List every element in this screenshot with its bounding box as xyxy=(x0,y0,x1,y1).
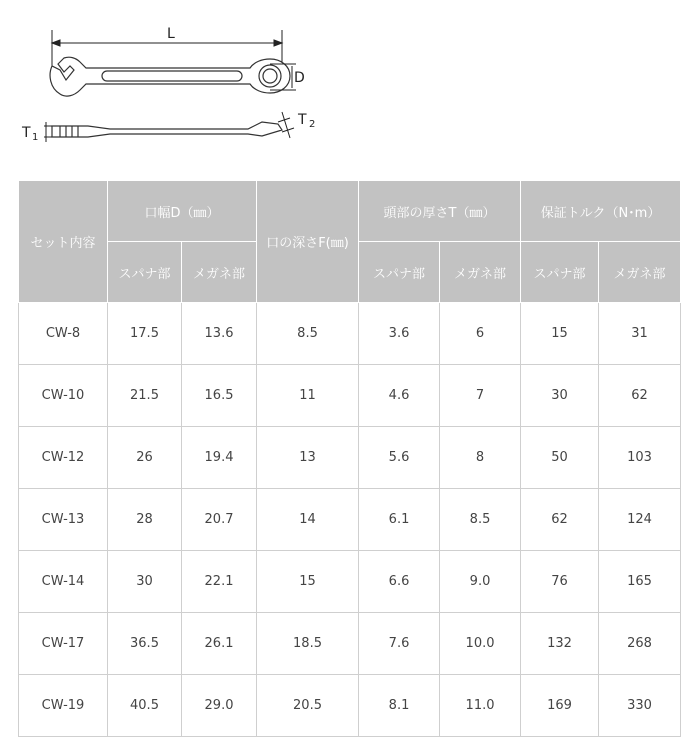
header-thickness-spanner: スパナ部 xyxy=(359,242,440,303)
wrench-dimension-diagram xyxy=(0,0,700,170)
table-cell: 36.5 xyxy=(108,613,182,675)
table-cell: 124 xyxy=(599,489,681,551)
table-cell: 31 xyxy=(599,303,681,365)
table-cell: 169 xyxy=(521,675,599,737)
table-cell: 7.6 xyxy=(359,613,440,675)
length-label: L xyxy=(167,26,175,42)
table-cell: 20.5 xyxy=(257,675,359,737)
spec-table xyxy=(18,180,681,737)
table-cell: 13.6 xyxy=(182,303,257,365)
table-cell: 21.5 xyxy=(108,365,182,427)
table-cell: 165 xyxy=(599,551,681,613)
header-width-megane: メガネ部 xyxy=(182,242,257,303)
table-cell: 11.0 xyxy=(440,675,521,737)
header-row-1 xyxy=(19,181,681,242)
table-cell: 30 xyxy=(521,365,599,427)
table-cell: 6 xyxy=(440,303,521,365)
table-cell: 62 xyxy=(521,489,599,551)
header-torque-spanner: スパナ部 xyxy=(521,242,599,303)
table-cell: CW-19 xyxy=(19,675,108,737)
table-cell: 10.0 xyxy=(440,613,521,675)
table-cell: 11 xyxy=(257,365,359,427)
thickness-1-dimension xyxy=(44,122,52,142)
wrench-top-view xyxy=(50,57,290,96)
thickness-1-subscript: 1 xyxy=(32,132,39,143)
table-cell: 40.5 xyxy=(108,675,182,737)
thickness-2-dimension xyxy=(278,112,294,138)
table-cell: 8.1 xyxy=(359,675,440,737)
header-width-spanner: スパナ部 xyxy=(108,242,182,303)
table-cell: CW-10 xyxy=(19,365,108,427)
thickness-2-label: T xyxy=(298,112,307,128)
header-thickness-megane: メガネ部 xyxy=(440,242,521,303)
wrench-side-view xyxy=(52,122,282,137)
header-torque-megane: メガネ部 xyxy=(599,242,681,303)
table-cell: CW-8 xyxy=(19,303,108,365)
table-row xyxy=(19,303,681,365)
table-cell: 4.6 xyxy=(359,365,440,427)
table-cell: 132 xyxy=(521,613,599,675)
table-cell: 14 xyxy=(257,489,359,551)
header-head-thickness: 頭部の厚さT（㎜） xyxy=(359,181,521,242)
table-cell: 16.5 xyxy=(182,365,257,427)
table-cell: 26 xyxy=(108,427,182,489)
header-mouth-depth: 口の深さF(㎜) xyxy=(257,181,359,303)
table-row xyxy=(19,613,681,675)
thickness-2-subscript: 2 xyxy=(309,119,316,130)
table-row xyxy=(19,365,681,427)
table-cell: 6.6 xyxy=(359,551,440,613)
table-cell: 8.5 xyxy=(440,489,521,551)
table-cell: 7 xyxy=(440,365,521,427)
table-cell: 103 xyxy=(599,427,681,489)
table-cell: 3.6 xyxy=(359,303,440,365)
table-cell: CW-17 xyxy=(19,613,108,675)
table-cell: 17.5 xyxy=(108,303,182,365)
table-cell: 50 xyxy=(521,427,599,489)
table-cell: 268 xyxy=(599,613,681,675)
table-row xyxy=(19,675,681,737)
table-cell: 22.1 xyxy=(182,551,257,613)
table-cell: 9.0 xyxy=(440,551,521,613)
table-cell: 8 xyxy=(440,427,521,489)
table-cell: 15 xyxy=(521,303,599,365)
header-mouth-width: 口幅D（㎜） xyxy=(108,181,257,242)
table-cell: 20.7 xyxy=(182,489,257,551)
table-cell: 15 xyxy=(257,551,359,613)
table-cell: 18.5 xyxy=(257,613,359,675)
table-cell: 29.0 xyxy=(182,675,257,737)
table-cell: 30 xyxy=(108,551,182,613)
table-cell: 19.4 xyxy=(182,427,257,489)
table-cell: 6.1 xyxy=(359,489,440,551)
table-cell: 76 xyxy=(521,551,599,613)
thickness-1-label: T xyxy=(22,125,31,141)
table-cell: 8.5 xyxy=(257,303,359,365)
table-row xyxy=(19,551,681,613)
table-cell: CW-12 xyxy=(19,427,108,489)
table-cell: CW-13 xyxy=(19,489,108,551)
table-cell: 62 xyxy=(599,365,681,427)
table-cell: CW-14 xyxy=(19,551,108,613)
header-set: セット内容 xyxy=(19,181,108,303)
table-body xyxy=(19,303,681,737)
table-cell: 13 xyxy=(257,427,359,489)
table-cell: 26.1 xyxy=(182,613,257,675)
table-cell: 5.6 xyxy=(359,427,440,489)
header-torque: 保証トルク（N･m） xyxy=(521,181,681,242)
table-row xyxy=(19,489,681,551)
table-cell: 330 xyxy=(599,675,681,737)
table-cell: 28 xyxy=(108,489,182,551)
head-width-label: D xyxy=(294,70,305,86)
table-row xyxy=(19,427,681,489)
